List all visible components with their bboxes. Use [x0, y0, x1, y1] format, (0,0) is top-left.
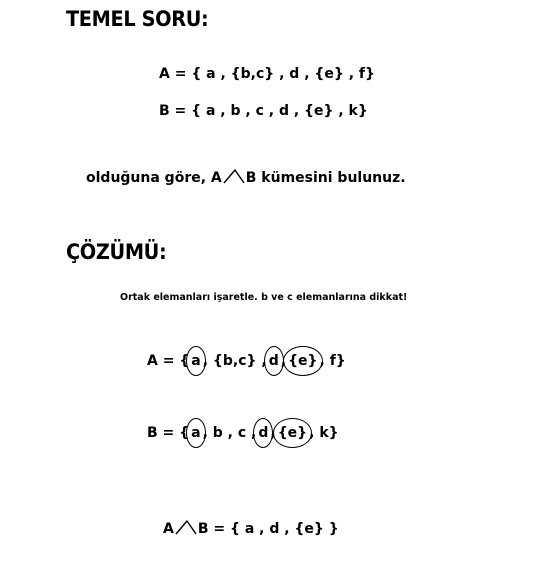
answer-lhs-a: A: [163, 521, 174, 537]
set-b-definition: B = { a , b , c , d , {e} , k}: [159, 103, 368, 119]
circled-element-a: a: [191, 353, 201, 369]
marked-set-b-prefix: B = {: [147, 425, 190, 441]
marked-set-a-suffix: , f}: [319, 353, 346, 369]
marked-set-a-prefix: A = {: [147, 353, 190, 369]
marked-set-b-suffix: , k}: [309, 425, 339, 441]
solution-heading: ÇÖZÜMÜ:: [66, 240, 167, 264]
circled-element-a: a: [191, 425, 201, 441]
answer-rhs: B = { a , d , {e} }: [197, 521, 339, 537]
circled-element-e-set: {e}: [288, 353, 318, 369]
circled-element-d: d: [258, 425, 269, 441]
marked-set-b: [147, 425, 339, 441]
problem-question: [86, 168, 406, 186]
set-a-definition: A = { a , {b,c} , d , {e} , f}: [159, 66, 375, 82]
problem-heading: TEMEL SORU:: [66, 7, 209, 31]
circled-element-d: d: [268, 353, 279, 369]
marked-set-a: [147, 353, 346, 369]
solution-hint: Ortak elemanları işaretle. b ve c elemanlarına dikkat!: [120, 292, 408, 303]
marked-set-b-sep-1: , b , c ,: [202, 425, 257, 441]
question-text-start: olduğuna göre, A: [86, 170, 222, 186]
intersection-symbol-icon: [175, 519, 197, 535]
circled-element-e-set: {e}: [277, 425, 308, 441]
marked-set-a-sep-1: , {b,c} ,: [202, 353, 267, 369]
question-text-end: B kümesini bulunuz.: [245, 170, 406, 186]
marked-set-a-sep-2: ,: [280, 353, 287, 369]
marked-set-b-sep-2: ,: [270, 425, 276, 441]
intersection-symbol-icon: [223, 168, 245, 184]
answer-line: [163, 519, 339, 537]
